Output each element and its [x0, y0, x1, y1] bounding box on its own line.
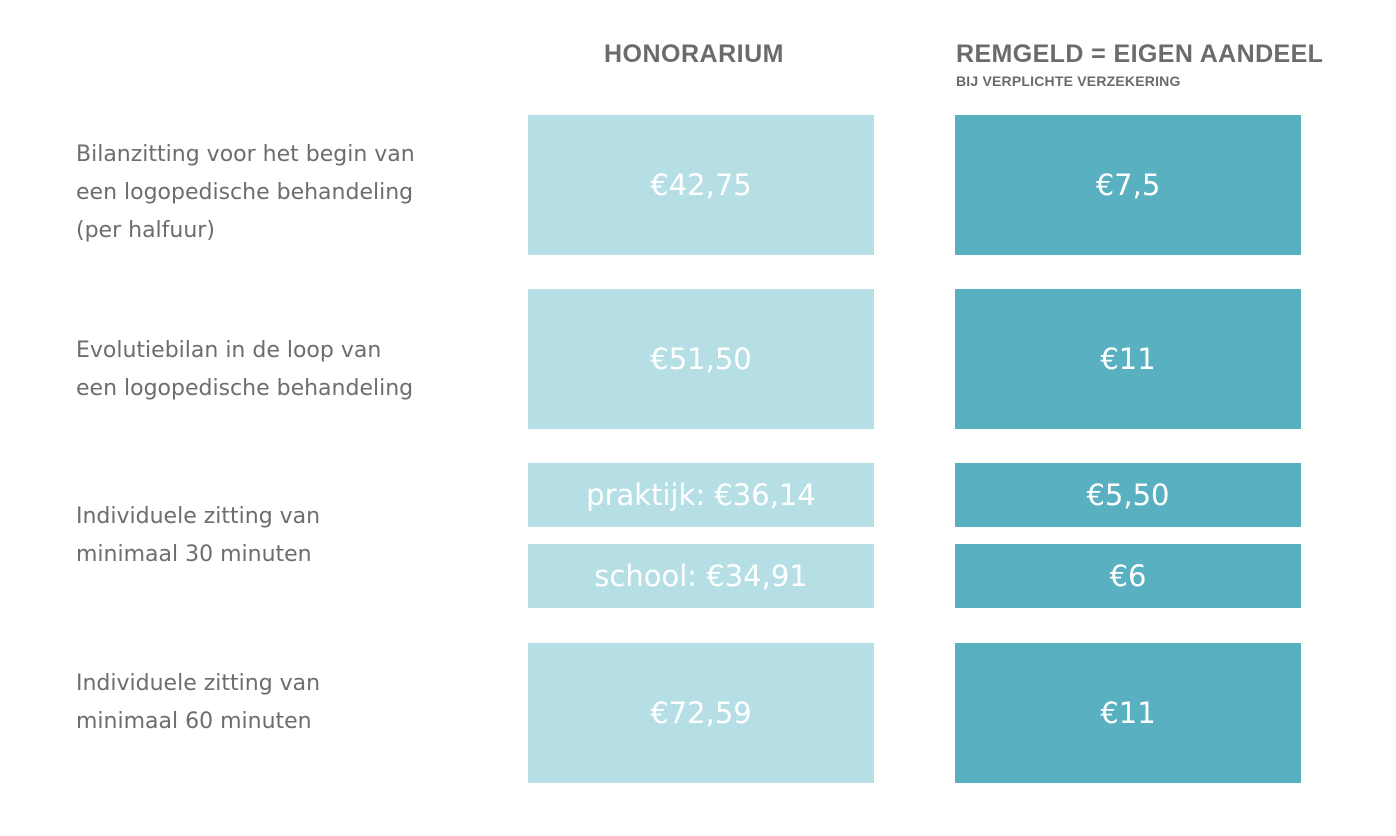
row-label-evolutiebilan: Evolutiebilan in de loop van een logopedische behandeling — [76, 338, 414, 401]
remgeld-header: REMGELD = EIGEN AANDEEL — [956, 40, 1324, 68]
remgeld-cell-bilanzitting — [955, 115, 1301, 255]
remgeld-value: €7,5 — [1095, 168, 1161, 202]
honorarium-cell-school — [528, 544, 874, 608]
honorarium-cell-praktijk — [528, 463, 874, 527]
honorarium-header: HONORARIUM — [604, 40, 784, 68]
honorarium-cell-evolutiebilan — [528, 289, 874, 429]
row-label-zitting-60: Individuele zitting van minimaal 60 minuten — [76, 671, 321, 734]
remgeld-value: €5,50 — [1086, 478, 1170, 512]
honorarium-value: school: €34,91 — [594, 559, 808, 593]
remgeld-value: €11 — [1100, 696, 1156, 730]
remgeld-cell-school — [955, 544, 1301, 608]
honorarium-value: €51,50 — [650, 342, 752, 376]
honorarium-value: praktijk: €36,14 — [586, 478, 816, 512]
remgeld-value: €6 — [1109, 559, 1147, 593]
honorarium-value: €42,75 — [650, 168, 752, 202]
remgeld-value: €11 — [1100, 342, 1156, 376]
remgeld-cell-zitting-60 — [955, 643, 1301, 783]
honorarium-cell-zitting-60 — [528, 643, 874, 783]
row-label-zitting-30: Individuele zitting van minimaal 30 minuten — [76, 504, 321, 567]
row-label-bilanzitting: Bilanzitting voor het begin van een logopedische behandeling (per halfuur) — [76, 142, 415, 243]
honorarium-cell-bilanzitting — [528, 115, 874, 255]
remgeld-cell-praktijk — [955, 463, 1301, 527]
remgeld-subheader: BIJ VERPLICHTE VERZEKERING — [956, 73, 1181, 89]
remgeld-cell-evolutiebilan — [955, 289, 1301, 429]
honorarium-value: €72,59 — [650, 696, 752, 730]
